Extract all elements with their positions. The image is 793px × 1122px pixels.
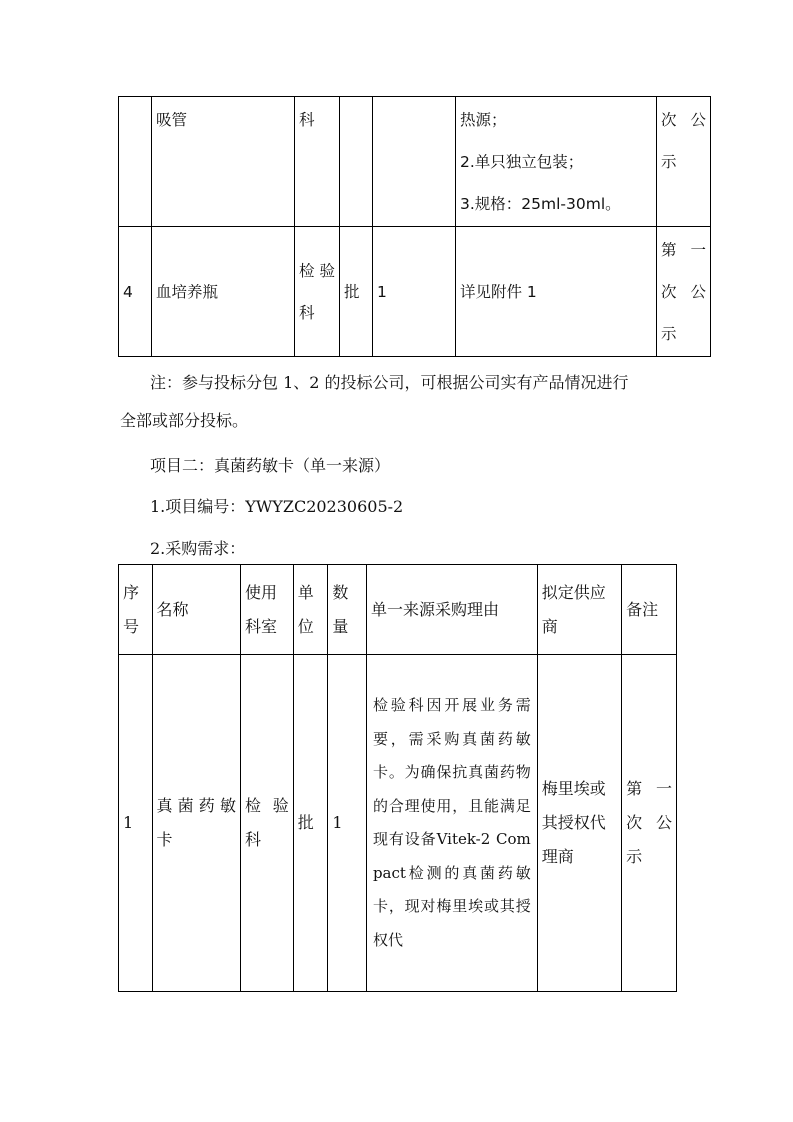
spec-line: 热源； [460,111,507,129]
header-cell: 单位 [293,565,328,655]
procurement-table-2 [118,564,677,992]
header-cell: 序号 [119,565,153,655]
spec-line: 2.单只独立包装； [460,153,584,171]
cell-qty [373,97,456,227]
spec-line: 3.规格：25ml-30ml。 [460,195,621,213]
project2-requirements: 2.采购需求： [150,539,246,558]
cell-dept: 科 [295,97,340,227]
cell-remark: 次 公示 [657,97,711,227]
table-header-row [119,565,677,655]
cell-unit: 批 [340,227,373,357]
table-row [119,97,711,227]
procurement-table-1 [118,96,711,357]
cell-reason: 检验科因开展业务需要，需采购真菌药敏卡。为确保抗真菌药物的合理使用，且能满足现有设备Vitek-2 Compact检测的真菌药敏卡，现对梅里埃或其授权代 [366,655,537,992]
cell-no: 4 [119,227,152,357]
cell-qty: 1 [373,227,456,357]
cell-qty: 1 [328,655,367,992]
cell-remark: 第一次公示 [622,655,677,992]
cell-supplier: 梅里埃或其授权代理商 [537,655,621,992]
project2-number: 1.项目编号：YWYZC20230605-2 [150,497,404,516]
cell-unit: 批 [293,655,328,992]
header-cell: 名称 [152,565,240,655]
cell-unit [340,97,373,227]
cell-name: 真菌药敏卡 [152,655,240,992]
cell-specs [456,97,657,227]
header-cell: 单一来源采购理由 [366,565,537,655]
note-line-2: 全部或部分投标。 [120,411,249,430]
cell-dept: 检验科 [295,227,340,357]
note-line-1: 注：参与投标分包 1、2 的投标公司，可根据公司实有产品情况进行 [150,373,629,392]
cell-name: 血培养瓶 [152,227,295,357]
header-cell: 使用科室 [240,565,293,655]
header-cell: 数量 [328,565,367,655]
cell-no: 1 [119,655,153,992]
cell-remark: 第一次公示 [657,227,711,357]
table-row [119,655,677,992]
header-cell: 拟定供应商 [537,565,621,655]
table-row [119,227,711,357]
project2-title: 项目二：真菌药敏卡（单一来源） [150,456,391,475]
cell-name: 吸管 [152,97,295,227]
cell-no [119,97,152,227]
cell-dept: 检验科 [240,655,293,992]
header-cell: 备注 [622,565,677,655]
cell-specs: 详见附件 1 [456,227,657,357]
